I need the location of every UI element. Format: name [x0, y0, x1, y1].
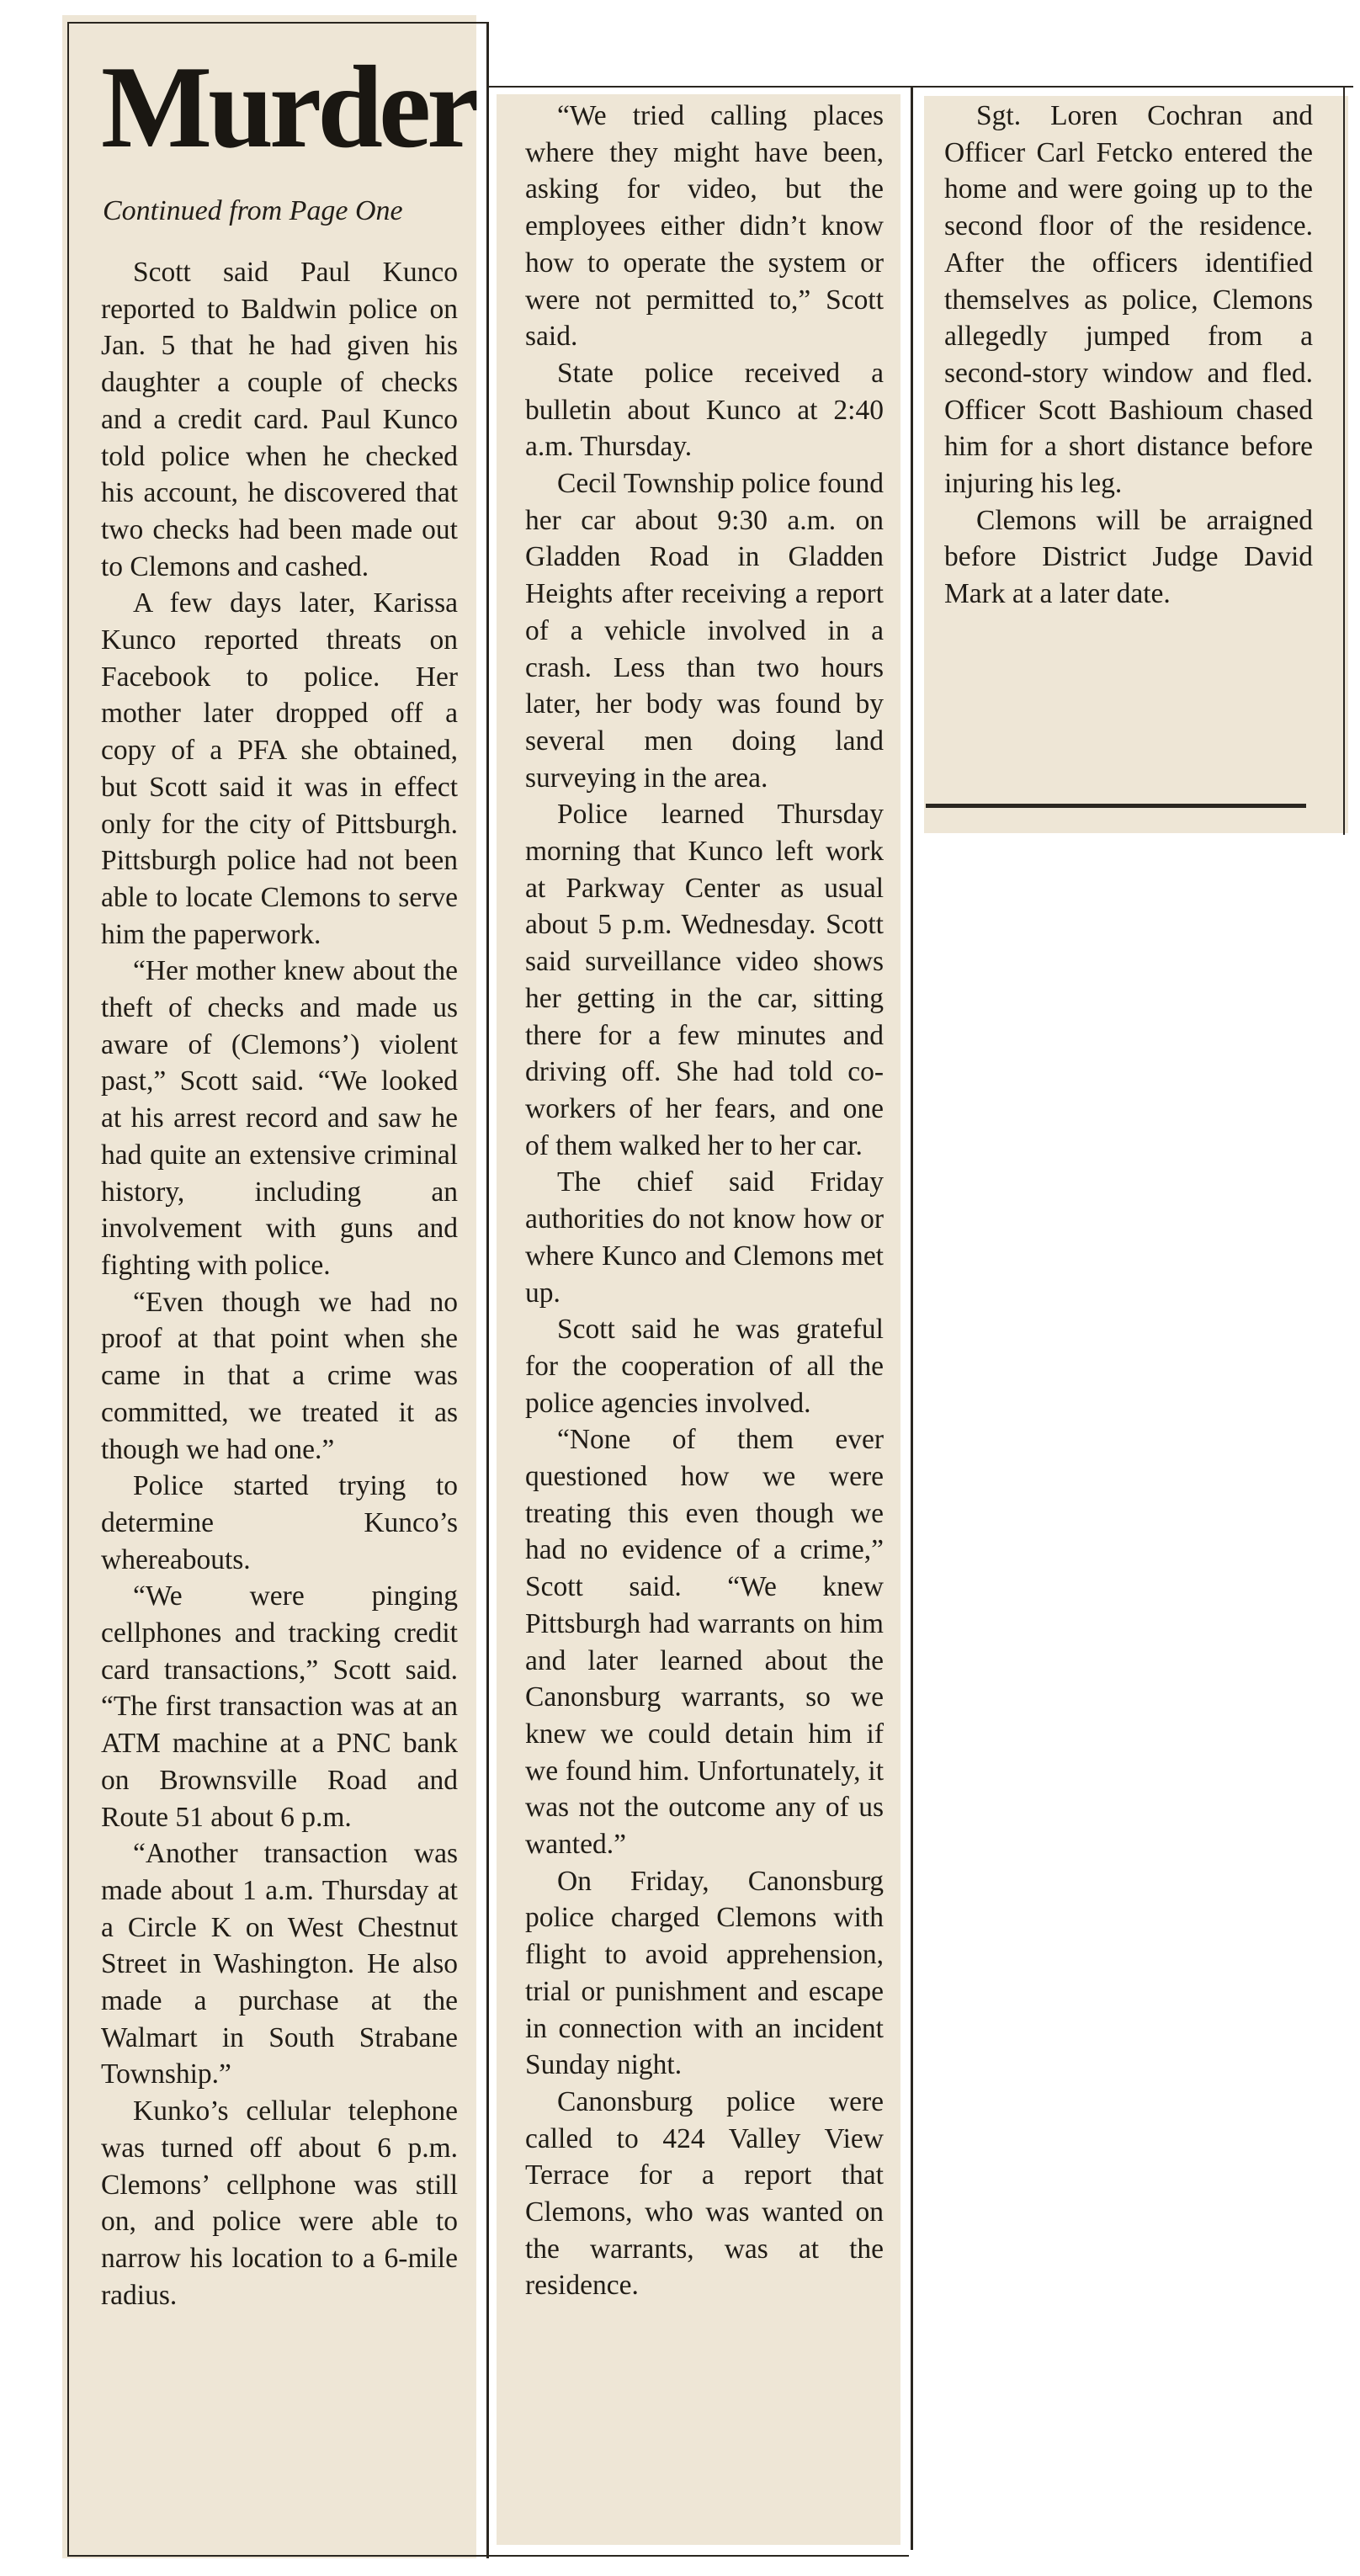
column-rule: [486, 22, 489, 2558]
paragraph: State police received a bulletin about Kunco at 2:40 a.m. Thursday.: [525, 357, 884, 463]
article-column-3: [944, 98, 1313, 613]
column-rule: [911, 86, 913, 2550]
article-column-1: [101, 254, 458, 2313]
paragraph: “Her mother knew about the theft of checks and made us aware of (Clemons’) violent past,” Scott said. “We looked at his arrest record and saw he had quite an extensive criminal history, including an involvement with guns and fighting with police.: [101, 955, 458, 1281]
paragraph: “Another transaction was made about 1 a.m. Thursday at a Circle K on West Chestnut Street in Washington. He also made a purchase at the Walmart in South Strabane Township.”: [101, 1838, 458, 2090]
paragraph: Cecil Township police found her car about 9:30 a.m. on Gladden Road in Gladden Heights after receiving a report of a vehicle involved in a crash. Less than two hours later, her body was found by several men doing land surveying in the area.: [525, 468, 884, 794]
paragraph: “None of them ever questioned how we were treating this even though we had no evidence of a crime,” Scott said. “We knew Pittsburgh had warrants on him and later learned about the Canonsburg warrants, so we knew we could detain him if we found him. Unfortunately, it was not the outcome any of us wanted.”: [525, 1424, 884, 1861]
article-column-2: [525, 98, 884, 2304]
paragraph: A few days later, Karissa Kunco reported threats on Facebook to police. Her mother later dropped off a copy of a PFA she obtained, but Scott said it was in effect only for the city of Pittsburgh. Pittsburgh police had not been able to locate Clemons to serve him the paperwork.: [101, 587, 458, 950]
column-rule: [486, 86, 1353, 88]
paragraph: Police started trying to determine Kunco’s whereabouts.: [101, 1470, 458, 1575]
paragraph: Clemons will be arraigned before District Judge David Mark at a later date.: [944, 504, 1313, 610]
paragraph: Kunko’s cellular telephone was turned off about 6 p.m. Clemons’ cellphone was still on, and police were able to narrow his location to a 6-mile radius.: [101, 2095, 458, 2311]
paragraph: Scott said he was grateful for the cooperation of all the police agencies involved.: [525, 1314, 884, 1419]
column-rule: [67, 22, 69, 2555]
paragraph: On Friday, Canonsburg police charged Clemons with flight to avoid apprehension, trial or punishment and escape in connection with an incident Sunday night.: [525, 1865, 884, 2081]
headline: Murder: [101, 42, 475, 173]
paragraph: “Even though we had no proof at that point when she came in that a crime was committed, we treated it as though we had one.”: [101, 1286, 458, 1465]
column-rule: [1343, 86, 1345, 835]
paragraph: Police learned Thursday morning that Kunco left work at Parkway Center as usual about 5 p.m. Wednesday. Scott said surveillance video shows her getting in the car, sitting there for a few minutes and driving off. She had told co-workers of her fears, and one of them walked her to her car.: [525, 799, 884, 1161]
continued-line: Continued from Page One: [103, 195, 403, 226]
paragraph: Scott said Paul Kunco reported to Baldwin police on Jan. 5 that he had given his daughter a couple of checks and a credit card. Paul Kunco told police when he checked his account, he discovered that two checks had been made out to Clemons and cashed.: [101, 257, 458, 582]
paragraph: Canonsburg police were called to 424 Valley View Terrace for a report that Clemons, who was wanted on the warrants, was at the residence.: [525, 2085, 884, 2302]
paragraph: Sgt. Loren Cochran and Officer Carl Fetcko entered the home and were going up to the second floor of the residence. After the officers identified themselves as police, Clemons allegedly jumped from a second-story window and fled. Officer Scott Bashioum chased him for a short distance before injuring his leg.: [944, 100, 1313, 500]
article-end-rule: [926, 804, 1306, 808]
column-rule: [67, 2555, 909, 2557]
paragraph: The chief said Friday authorities do not know how or where Kunco and Clemons met up.: [525, 1166, 884, 1309]
paragraph: “We were pinging cellphones and tracking credit card transactions,” Scott said. “The first transaction was at an ATM machine at a PNC bank on Brownsville Road and Route 51 about 6 p.m.: [101, 1580, 458, 1833]
paragraph: “We tried calling places where they might have been, asking for video, but the employees either didn’t know how to operate the system or were not permitted to,” Scott said.: [525, 100, 884, 353]
column-rule: [67, 22, 488, 24]
